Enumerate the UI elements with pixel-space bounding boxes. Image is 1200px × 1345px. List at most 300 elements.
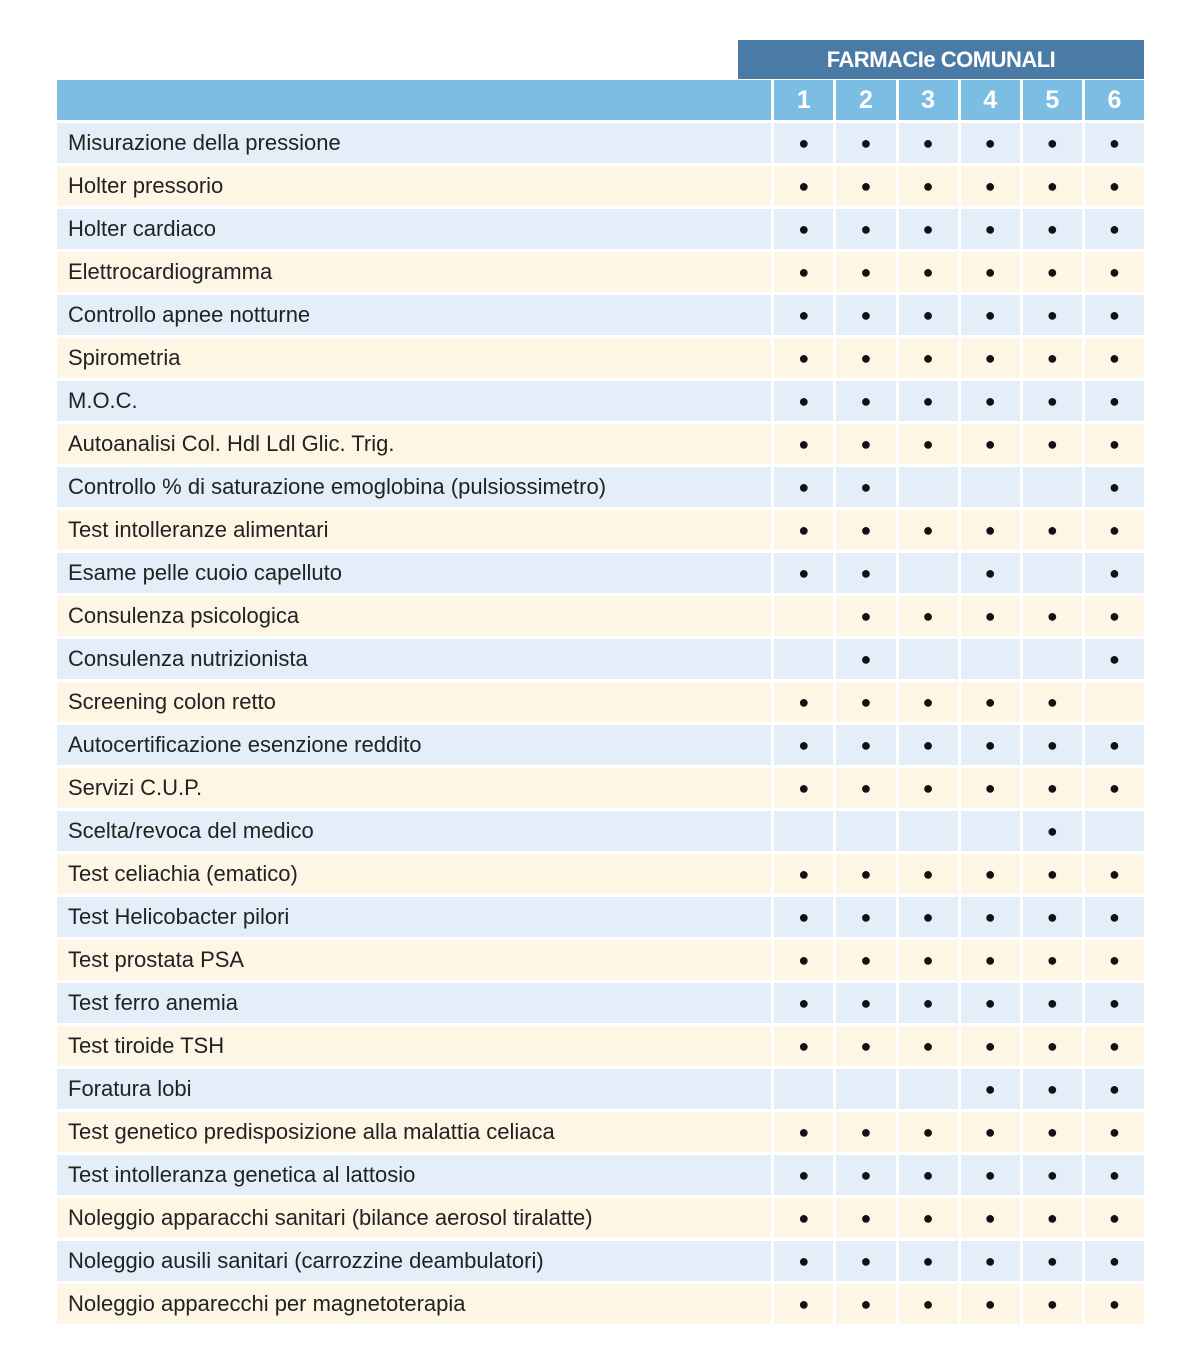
availability-cell xyxy=(771,424,833,467)
availability-cell xyxy=(771,209,833,252)
availability-dot-icon: ● xyxy=(922,605,934,626)
service-name-cell: Test prostata PSA xyxy=(57,940,771,983)
service-name-cell: Holter cardiaco xyxy=(57,209,771,252)
availability-cell xyxy=(833,123,895,166)
availability-dot-icon: ● xyxy=(922,304,934,325)
availability-dot-icon: ● xyxy=(922,519,934,540)
service-name-cell: Test genetico predisposizione alla malattia celiaca xyxy=(57,1112,771,1155)
availability-cell xyxy=(1082,854,1144,897)
availability-dot-icon: ● xyxy=(1046,347,1058,368)
table-header xyxy=(57,80,1144,123)
availability-cell xyxy=(833,166,895,209)
availability-cell xyxy=(833,1198,895,1241)
availability-cell xyxy=(1020,553,1082,596)
availability-cell xyxy=(1020,338,1082,381)
availability-cell xyxy=(896,768,958,811)
availability-dot-icon: ● xyxy=(984,1121,996,1142)
availability-cell xyxy=(896,1241,958,1284)
pharmacy-column-header: 5 xyxy=(1020,80,1082,123)
table-row xyxy=(57,1155,1144,1198)
availability-dot-icon: ● xyxy=(1046,1035,1058,1056)
availability-cell xyxy=(833,295,895,338)
availability-cell xyxy=(833,854,895,897)
availability-dot-icon: ● xyxy=(1046,605,1058,626)
availability-dot-icon: ● xyxy=(860,390,872,411)
table-row xyxy=(57,510,1144,553)
availability-cell xyxy=(1082,424,1144,467)
table-row xyxy=(57,1112,1144,1155)
availability-dot-icon: ● xyxy=(1108,218,1120,239)
service-name-cell: Noleggio apparacchi sanitari (bilance aerosol tiralatte) xyxy=(57,1198,771,1241)
availability-cell xyxy=(1020,811,1082,854)
table-row xyxy=(57,854,1144,897)
availability-cell xyxy=(771,510,833,553)
availability-dot-icon: ● xyxy=(860,1293,872,1314)
availability-cell xyxy=(958,424,1020,467)
availability-cell xyxy=(833,1026,895,1069)
availability-cell xyxy=(1020,1112,1082,1155)
availability-cell xyxy=(833,596,895,639)
availability-cell xyxy=(1082,811,1144,854)
availability-dot-icon: ● xyxy=(984,1035,996,1056)
availability-dot-icon: ● xyxy=(984,1207,996,1228)
availability-dot-icon: ● xyxy=(860,1164,872,1185)
availability-cell xyxy=(896,424,958,467)
availability-cell xyxy=(1020,596,1082,639)
service-name-cell: Elettrocardiogramma xyxy=(57,252,771,295)
availability-dot-icon: ● xyxy=(798,433,810,454)
availability-dot-icon: ● xyxy=(922,691,934,712)
availability-cell xyxy=(958,467,1020,510)
availability-dot-icon: ● xyxy=(1046,1164,1058,1185)
availability-dot-icon: ● xyxy=(1046,1078,1058,1099)
group-header-farmacie-comunali: FARMACIe COMUNALI xyxy=(738,40,1144,79)
availability-dot-icon: ● xyxy=(984,1164,996,1185)
availability-cell xyxy=(771,166,833,209)
availability-cell xyxy=(958,940,1020,983)
availability-cell xyxy=(1020,639,1082,682)
availability-cell xyxy=(1020,725,1082,768)
availability-cell xyxy=(771,252,833,295)
availability-dot-icon: ● xyxy=(860,949,872,970)
availability-dot-icon: ● xyxy=(860,1035,872,1056)
availability-dot-icon: ● xyxy=(922,1250,934,1271)
availability-cell xyxy=(771,811,833,854)
availability-cell xyxy=(896,1112,958,1155)
availability-cell xyxy=(896,166,958,209)
availability-cell xyxy=(1082,897,1144,940)
availability-dot-icon: ● xyxy=(1108,562,1120,583)
availability-dot-icon: ● xyxy=(984,1293,996,1314)
service-name-cell: Test celiachia (ematico) xyxy=(57,854,771,897)
availability-dot-icon: ● xyxy=(860,992,872,1013)
availability-dot-icon: ● xyxy=(798,562,810,583)
availability-cell xyxy=(1082,682,1144,725)
availability-cell xyxy=(1020,123,1082,166)
service-name-cell: Misurazione della pressione xyxy=(57,123,771,166)
availability-dot-icon: ● xyxy=(1108,1250,1120,1271)
availability-cell xyxy=(896,1284,958,1327)
availability-dot-icon: ● xyxy=(1108,949,1120,970)
availability-cell xyxy=(1082,381,1144,424)
availability-dot-icon: ● xyxy=(798,906,810,927)
availability-dot-icon: ● xyxy=(984,433,996,454)
availability-cell xyxy=(833,1069,895,1112)
availability-cell xyxy=(958,166,1020,209)
availability-cell xyxy=(1020,983,1082,1026)
availability-dot-icon: ● xyxy=(1046,734,1058,755)
availability-cell xyxy=(833,811,895,854)
availability-cell xyxy=(958,1026,1020,1069)
availability-cell xyxy=(958,897,1020,940)
availability-dot-icon: ● xyxy=(798,175,810,196)
availability-dot-icon: ● xyxy=(798,390,810,411)
service-name-cell: Autoanalisi Col. Hdl Ldl Glic. Trig. xyxy=(57,424,771,467)
availability-cell xyxy=(896,553,958,596)
availability-cell xyxy=(1020,682,1082,725)
availability-cell xyxy=(833,639,895,682)
availability-cell xyxy=(833,424,895,467)
availability-cell xyxy=(1082,252,1144,295)
availability-cell xyxy=(1082,940,1144,983)
availability-dot-icon: ● xyxy=(922,863,934,884)
availability-cell xyxy=(896,467,958,510)
availability-cell xyxy=(833,338,895,381)
availability-dot-icon: ● xyxy=(798,1250,810,1271)
availability-cell xyxy=(896,381,958,424)
availability-dot-icon: ● xyxy=(1046,992,1058,1013)
availability-dot-icon: ● xyxy=(860,347,872,368)
availability-cell xyxy=(958,252,1020,295)
availability-dot-icon: ● xyxy=(1046,304,1058,325)
availability-cell xyxy=(1020,1069,1082,1112)
table-row xyxy=(57,381,1144,424)
availability-dot-icon: ● xyxy=(860,1207,872,1228)
availability-dot-icon: ● xyxy=(922,1121,934,1142)
service-name-cell: Test tiroide TSH xyxy=(57,1026,771,1069)
availability-cell xyxy=(1020,1155,1082,1198)
service-name-cell: Controllo apnee notturne xyxy=(57,295,771,338)
availability-dot-icon: ● xyxy=(922,992,934,1013)
availability-cell xyxy=(833,768,895,811)
availability-dot-icon: ● xyxy=(860,476,872,497)
availability-dot-icon: ● xyxy=(798,304,810,325)
availability-dot-icon: ● xyxy=(1108,1121,1120,1142)
availability-dot-icon: ● xyxy=(798,1207,810,1228)
availability-cell xyxy=(1082,1112,1144,1155)
availability-dot-icon: ● xyxy=(1046,1207,1058,1228)
availability-dot-icon: ● xyxy=(984,390,996,411)
availability-dot-icon: ● xyxy=(1108,519,1120,540)
availability-cell xyxy=(1082,596,1144,639)
availability-dot-icon: ● xyxy=(798,777,810,798)
availability-dot-icon: ● xyxy=(1108,777,1120,798)
availability-dot-icon: ● xyxy=(1046,1121,1058,1142)
pharmacy-column-header: 4 xyxy=(958,80,1020,123)
availability-cell xyxy=(1020,1026,1082,1069)
availability-dot-icon: ● xyxy=(922,734,934,755)
availability-cell xyxy=(896,940,958,983)
availability-cell xyxy=(833,1284,895,1327)
availability-cell xyxy=(896,682,958,725)
availability-cell xyxy=(1082,209,1144,252)
availability-cell xyxy=(958,639,1020,682)
pharmacy-column-header: 3 xyxy=(896,80,958,123)
availability-cell xyxy=(771,123,833,166)
table-row xyxy=(57,897,1144,940)
availability-dot-icon: ● xyxy=(984,175,996,196)
service-name-cell: Noleggio apparecchi per magnetoterapia xyxy=(57,1284,771,1327)
table-row xyxy=(57,768,1144,811)
availability-cell xyxy=(1020,166,1082,209)
availability-cell xyxy=(833,510,895,553)
availability-dot-icon: ● xyxy=(1046,820,1058,841)
availability-cell xyxy=(833,897,895,940)
availability-cell xyxy=(1082,983,1144,1026)
pharmacy-column-header: 1 xyxy=(771,80,833,123)
table-row xyxy=(57,295,1144,338)
availability-dot-icon: ● xyxy=(922,777,934,798)
availability-dot-icon: ● xyxy=(860,605,872,626)
table-row xyxy=(57,553,1144,596)
table-row xyxy=(57,252,1144,295)
availability-cell xyxy=(1082,1026,1144,1069)
availability-cell xyxy=(1020,510,1082,553)
header-row xyxy=(57,80,1144,123)
availability-dot-icon: ● xyxy=(1108,734,1120,755)
availability-dot-icon: ● xyxy=(922,1293,934,1314)
availability-cell xyxy=(771,338,833,381)
availability-cell xyxy=(896,596,958,639)
availability-dot-icon: ● xyxy=(984,734,996,755)
table-body xyxy=(57,123,1144,1327)
availability-dot-icon: ● xyxy=(798,261,810,282)
availability-dot-icon: ● xyxy=(1046,390,1058,411)
availability-dot-icon: ● xyxy=(798,1035,810,1056)
availability-dot-icon: ● xyxy=(1108,390,1120,411)
availability-cell xyxy=(1082,1155,1144,1198)
availability-cell xyxy=(771,682,833,725)
availability-cell xyxy=(771,983,833,1026)
availability-dot-icon: ● xyxy=(1108,1078,1120,1099)
availability-cell xyxy=(833,553,895,596)
availability-dot-icon: ● xyxy=(1108,863,1120,884)
availability-dot-icon: ● xyxy=(984,132,996,153)
availability-dot-icon: ● xyxy=(922,433,934,454)
availability-dot-icon: ● xyxy=(984,777,996,798)
availability-cell xyxy=(1082,639,1144,682)
availability-cell xyxy=(771,897,833,940)
availability-cell xyxy=(958,1198,1020,1241)
availability-dot-icon: ● xyxy=(984,347,996,368)
availability-dot-icon: ● xyxy=(984,863,996,884)
availability-dot-icon: ● xyxy=(860,261,872,282)
availability-cell xyxy=(771,381,833,424)
availability-cell xyxy=(771,940,833,983)
availability-dot-icon: ● xyxy=(798,992,810,1013)
table-row xyxy=(57,123,1144,166)
availability-dot-icon: ● xyxy=(860,304,872,325)
availability-cell xyxy=(1020,252,1082,295)
availability-cell xyxy=(896,897,958,940)
availability-cell xyxy=(958,1241,1020,1284)
availability-dot-icon: ● xyxy=(984,992,996,1013)
availability-cell xyxy=(771,1198,833,1241)
availability-cell xyxy=(1082,1284,1144,1327)
service-name-cell: Consulenza psicologica xyxy=(57,596,771,639)
availability-dot-icon: ● xyxy=(860,433,872,454)
availability-dot-icon: ● xyxy=(1046,949,1058,970)
availability-dot-icon: ● xyxy=(984,605,996,626)
availability-dot-icon: ● xyxy=(1046,261,1058,282)
availability-cell xyxy=(771,768,833,811)
availability-cell xyxy=(896,252,958,295)
availability-cell xyxy=(771,467,833,510)
availability-dot-icon: ● xyxy=(1108,132,1120,153)
availability-dot-icon: ● xyxy=(860,1250,872,1271)
availability-dot-icon: ● xyxy=(1108,906,1120,927)
table-row xyxy=(57,639,1144,682)
availability-dot-icon: ● xyxy=(798,1121,810,1142)
availability-dot-icon: ● xyxy=(860,648,872,669)
availability-cell xyxy=(896,1155,958,1198)
availability-cell xyxy=(1082,725,1144,768)
availability-dot-icon: ● xyxy=(984,261,996,282)
availability-cell xyxy=(1082,123,1144,166)
table-row xyxy=(57,209,1144,252)
availability-cell xyxy=(833,1155,895,1198)
availability-dot-icon: ● xyxy=(798,1293,810,1314)
availability-cell xyxy=(896,1069,958,1112)
availability-cell xyxy=(771,854,833,897)
availability-cell xyxy=(771,1155,833,1198)
availability-dot-icon: ● xyxy=(1046,1293,1058,1314)
availability-cell xyxy=(896,983,958,1026)
availability-dot-icon: ● xyxy=(922,1164,934,1185)
availability-cell xyxy=(1082,553,1144,596)
availability-dot-icon: ● xyxy=(984,691,996,712)
availability-dot-icon: ● xyxy=(1046,777,1058,798)
availability-dot-icon: ● xyxy=(1046,863,1058,884)
service-name-cell: Test Helicobacter pilori xyxy=(57,897,771,940)
table-row xyxy=(57,1241,1144,1284)
availability-cell xyxy=(896,854,958,897)
service-name-cell: Holter pressorio xyxy=(57,166,771,209)
availability-dot-icon: ● xyxy=(1108,1164,1120,1185)
availability-cell xyxy=(1082,1241,1144,1284)
availability-dot-icon: ● xyxy=(860,734,872,755)
availability-cell xyxy=(771,1112,833,1155)
availability-cell xyxy=(771,1026,833,1069)
availability-cell xyxy=(958,983,1020,1026)
table-row xyxy=(57,1198,1144,1241)
availability-cell xyxy=(833,252,895,295)
availability-cell xyxy=(771,725,833,768)
availability-dot-icon: ● xyxy=(860,777,872,798)
availability-dot-icon: ● xyxy=(1108,1035,1120,1056)
availability-dot-icon: ● xyxy=(1046,691,1058,712)
availability-cell xyxy=(833,940,895,983)
availability-dot-icon: ● xyxy=(1108,1207,1120,1228)
availability-cell xyxy=(1082,467,1144,510)
availability-dot-icon: ● xyxy=(860,519,872,540)
availability-cell xyxy=(1020,1241,1082,1284)
availability-cell xyxy=(1020,424,1082,467)
service-column-header xyxy=(57,80,771,123)
availability-dot-icon: ● xyxy=(1108,304,1120,325)
pharmacy-column-header: 2 xyxy=(833,80,895,123)
availability-cell xyxy=(833,1112,895,1155)
availability-dot-icon: ● xyxy=(984,562,996,583)
availability-dot-icon: ● xyxy=(798,691,810,712)
availability-dot-icon: ● xyxy=(922,906,934,927)
availability-cell xyxy=(958,768,1020,811)
availability-cell xyxy=(958,295,1020,338)
table-row xyxy=(57,983,1144,1026)
table-row xyxy=(57,1284,1144,1327)
availability-dot-icon: ● xyxy=(798,132,810,153)
service-name-cell: Scelta/revoca del medico xyxy=(57,811,771,854)
service-name-cell: Servizi C.U.P. xyxy=(57,768,771,811)
availability-dot-icon: ● xyxy=(922,390,934,411)
availability-dot-icon: ● xyxy=(798,1164,810,1185)
availability-dot-icon: ● xyxy=(860,175,872,196)
availability-cell xyxy=(1020,854,1082,897)
availability-dot-icon: ● xyxy=(984,519,996,540)
availability-cell xyxy=(771,1284,833,1327)
table-row xyxy=(57,596,1144,639)
availability-cell xyxy=(896,1026,958,1069)
availability-cell xyxy=(958,682,1020,725)
availability-cell xyxy=(1020,768,1082,811)
availability-dot-icon: ● xyxy=(798,863,810,884)
availability-cell xyxy=(1020,897,1082,940)
availability-cell xyxy=(833,381,895,424)
availability-cell xyxy=(958,854,1020,897)
availability-dot-icon: ● xyxy=(860,562,872,583)
availability-cell xyxy=(896,338,958,381)
availability-cell xyxy=(958,725,1020,768)
availability-cell xyxy=(958,209,1020,252)
availability-cell xyxy=(896,1198,958,1241)
service-name-cell: Controllo % di saturazione emoglobina (pulsiossimetro) xyxy=(57,467,771,510)
availability-cell xyxy=(896,725,958,768)
table-row xyxy=(57,725,1144,768)
availability-dot-icon: ● xyxy=(1108,175,1120,196)
availability-cell xyxy=(958,338,1020,381)
availability-dot-icon: ● xyxy=(1046,433,1058,454)
availability-cell xyxy=(896,209,958,252)
availability-cell xyxy=(1020,1284,1082,1327)
availability-cell xyxy=(771,1069,833,1112)
availability-cell xyxy=(896,639,958,682)
availability-cell xyxy=(833,209,895,252)
table-row xyxy=(57,166,1144,209)
service-name-cell: Noleggio ausili sanitari (carrozzine deambulatori) xyxy=(57,1241,771,1284)
availability-dot-icon: ● xyxy=(984,1250,996,1271)
availability-cell xyxy=(1082,1069,1144,1112)
availability-cell xyxy=(896,123,958,166)
availability-dot-icon: ● xyxy=(798,218,810,239)
service-name-cell: Autocertificazione esenzione reddito xyxy=(57,725,771,768)
availability-cell xyxy=(771,596,833,639)
table-row xyxy=(57,1026,1144,1069)
availability-cell xyxy=(1082,338,1144,381)
availability-cell xyxy=(958,553,1020,596)
availability-cell xyxy=(896,811,958,854)
availability-cell xyxy=(958,123,1020,166)
table-row xyxy=(57,424,1144,467)
